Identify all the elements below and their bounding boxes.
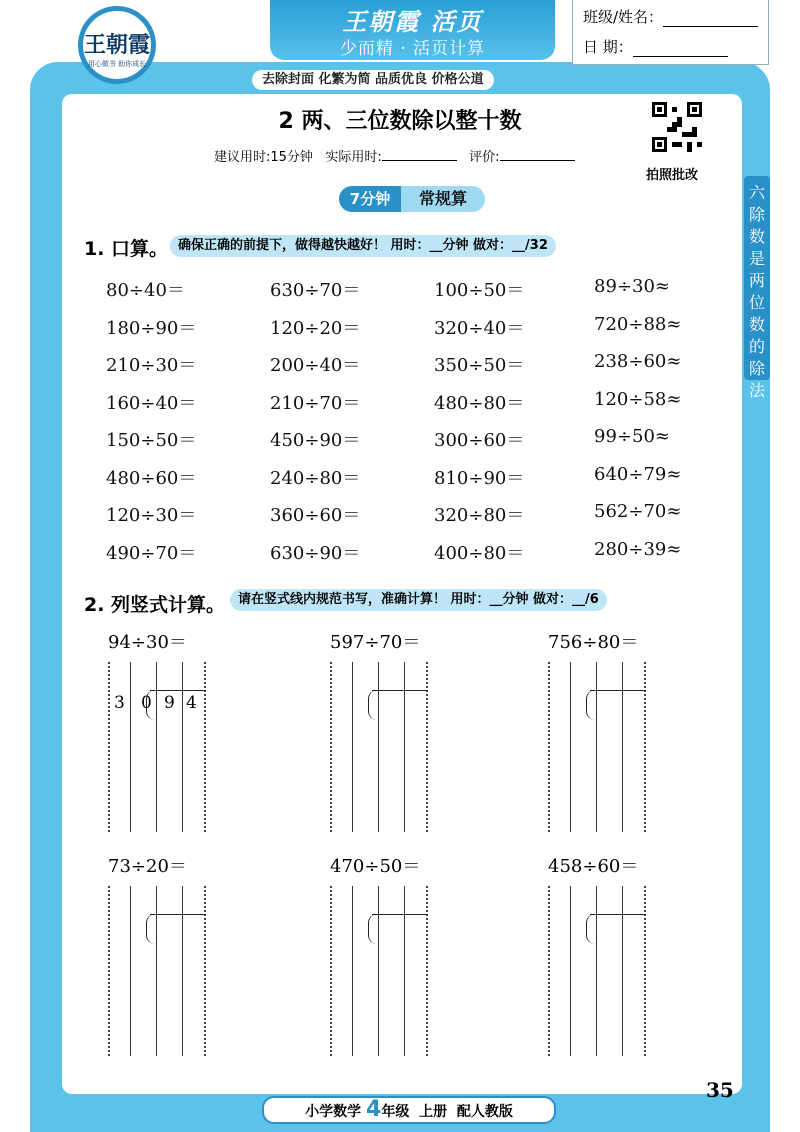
division-bar: [590, 690, 646, 691]
oral-problem: 562÷70≈: [594, 501, 682, 522]
example-digit: 3: [114, 693, 125, 713]
name-date-box: [572, 0, 769, 65]
division-bar: [590, 914, 646, 915]
guide-line-dotted: [108, 662, 110, 832]
guide-line: [378, 662, 379, 832]
oral-problem: 210÷30＝: [106, 355, 197, 376]
evaluation-label: 评价:: [469, 150, 500, 165]
guide-line-dotted: [204, 886, 206, 1056]
division-bar: [150, 690, 206, 691]
vertical-problem: 458÷60＝: [548, 856, 639, 877]
division-bar: [372, 690, 428, 691]
vertical-problem: 94÷30＝: [108, 632, 187, 653]
footer-edition-label: 配人教版: [456, 1104, 513, 1120]
guide-line: [596, 662, 597, 832]
oral-problem: 180÷90＝: [106, 317, 197, 339]
suggested-time: 建议用时:15分钟: [214, 150, 313, 165]
guide-line-dotted: [644, 886, 646, 1056]
division-bracket: [586, 690, 595, 720]
footer-grade-label: 年级: [381, 1104, 410, 1120]
oral-problem: 480÷80＝: [434, 392, 525, 414]
oral-problem: 480÷60＝: [106, 467, 197, 489]
qr-code-icon[interactable]: [652, 102, 702, 152]
guide-line-dotted: [330, 662, 332, 832]
brand-title: 王朝霞 活页: [342, 8, 483, 36]
footer-grade: 4: [366, 1097, 382, 1122]
logo-subtext: 用心做书 助你成长: [87, 60, 147, 68]
oral-problem: 720÷88≈: [594, 313, 682, 335]
division-bracket: [586, 914, 595, 944]
section1-hint: 确保正确的前提下，做得越快越好！ 用时：__分钟 做对：__/32: [170, 235, 556, 257]
footer-edition: [262, 1096, 556, 1124]
oral-problem: 89÷30≈: [594, 276, 670, 297]
oral-problem: 99÷50≈: [594, 426, 670, 447]
brand-slogan: 少而精 · 活页计算: [339, 39, 486, 59]
vertical-problem: 73÷20＝: [108, 856, 187, 877]
guide-line: [622, 886, 623, 1056]
guide-line: [404, 886, 405, 1056]
example-digit: 0: [141, 693, 152, 713]
time-badge: [335, 186, 495, 212]
date-row: [583, 36, 728, 57]
oral-problem: 630÷70＝: [270, 280, 361, 301]
guide-line: [352, 886, 353, 1056]
guide-line: [378, 886, 379, 1056]
guide-line-dotted: [426, 662, 428, 832]
guide-line-dotted: [644, 662, 646, 832]
section2-hint: 请在竖式线内规范书写，准确计算！ 用时：__分钟 做对：__/6: [230, 589, 607, 611]
oral-problem: 100÷50＝: [434, 280, 525, 301]
guide-line: [130, 662, 131, 832]
guide-line: [596, 886, 597, 1056]
guide-line: [130, 886, 131, 1056]
guide-line-dotted: [548, 886, 550, 1056]
section2-title: 2. 列竖式计算。: [84, 594, 226, 616]
oral-problem: 80÷40＝: [106, 280, 185, 301]
footer-subject: 小学数学: [305, 1104, 362, 1120]
guide-line: [404, 662, 405, 832]
evaluation-field[interactable]: [500, 148, 575, 161]
division-bracket: [146, 914, 155, 944]
oral-problem: 350÷50＝: [434, 355, 525, 376]
brand-banner: [270, 0, 555, 60]
oral-problem: 120÷30＝: [106, 505, 197, 526]
date-field[interactable]: [633, 42, 728, 57]
page-number: 35: [706, 1078, 734, 1102]
class-name-field[interactable]: [663, 12, 758, 27]
oral-problem: 300÷60＝: [434, 430, 525, 451]
guide-line: [622, 662, 623, 832]
division-bar: [150, 914, 206, 915]
footer-term: 上册: [419, 1104, 448, 1120]
oral-problem: 120÷58≈: [594, 388, 682, 410]
guide-line-dotted: [204, 662, 206, 832]
guide-line: [156, 662, 157, 832]
guide-line-dotted: [330, 886, 332, 1056]
guide-line-dotted: [426, 886, 428, 1056]
guide-line-dotted: [548, 662, 550, 832]
logo-text: 王朝霞: [83, 32, 150, 58]
actual-time-field[interactable]: [382, 148, 457, 161]
oral-problem: 320÷40＝: [434, 317, 525, 339]
oral-problem: 210÷70＝: [270, 392, 361, 414]
date-label: 日 期：: [583, 38, 633, 56]
oral-problem: 360÷60＝: [270, 505, 361, 526]
guide-line: [570, 886, 571, 1056]
guide-line: [156, 886, 157, 1056]
oral-problem: 240÷80＝: [270, 467, 361, 489]
class-name-label: 班级/姓名：: [583, 8, 664, 26]
vertical-problem: 756÷80＝: [548, 632, 639, 653]
oral-problem: 120÷20＝: [270, 317, 361, 339]
actual-time-label: 实际用时:: [325, 150, 382, 165]
guide-line: [182, 886, 183, 1056]
guide-line-dotted: [108, 886, 110, 1056]
example-digit: 9: [164, 693, 175, 713]
badge-minutes: 7分钟: [339, 186, 401, 212]
badge-label: 常规算: [401, 186, 485, 212]
lesson-title: 2 两、三位数除以整十数: [278, 109, 522, 134]
guide-line: [570, 662, 571, 832]
oral-problem: 150÷50＝: [106, 430, 197, 451]
qr-label: 拍照批改: [646, 168, 699, 183]
division-bracket: [368, 690, 377, 720]
oral-problem: 160÷40＝: [106, 392, 197, 414]
oral-problem: 630÷90＝: [270, 542, 361, 564]
oral-problem: 490÷70＝: [106, 542, 197, 564]
oral-problem: 640÷79≈: [594, 463, 682, 485]
oral-problem: 280÷39≈: [594, 538, 682, 560]
oral-problem: 238÷60≈: [594, 351, 682, 372]
oral-problem: 400÷80＝: [434, 542, 525, 564]
brand-logo: [78, 6, 156, 84]
vertical-problem: 470÷50＝: [330, 856, 421, 877]
unit-side-tab: 六 除数是两位数的除法: [744, 176, 770, 380]
vertical-problem: 597÷70＝: [330, 632, 421, 653]
oral-problem: 200÷40＝: [270, 355, 361, 376]
feature-tagline: 去除封面 化繁为简 品质优良 价格公道: [252, 70, 494, 90]
oral-problem: 810÷90＝: [434, 467, 525, 489]
example-digit: 4: [186, 693, 197, 713]
class-name-row: [583, 6, 758, 27]
division-bracket: [368, 914, 377, 944]
division-bar: [372, 914, 428, 915]
oral-problem: 450÷90＝: [270, 430, 361, 451]
guide-line: [182, 662, 183, 832]
guide-line: [352, 662, 353, 832]
timing-row: [214, 146, 575, 165]
oral-problem: 320÷80＝: [434, 505, 525, 526]
section1-title: 1. 口算。: [84, 238, 169, 260]
